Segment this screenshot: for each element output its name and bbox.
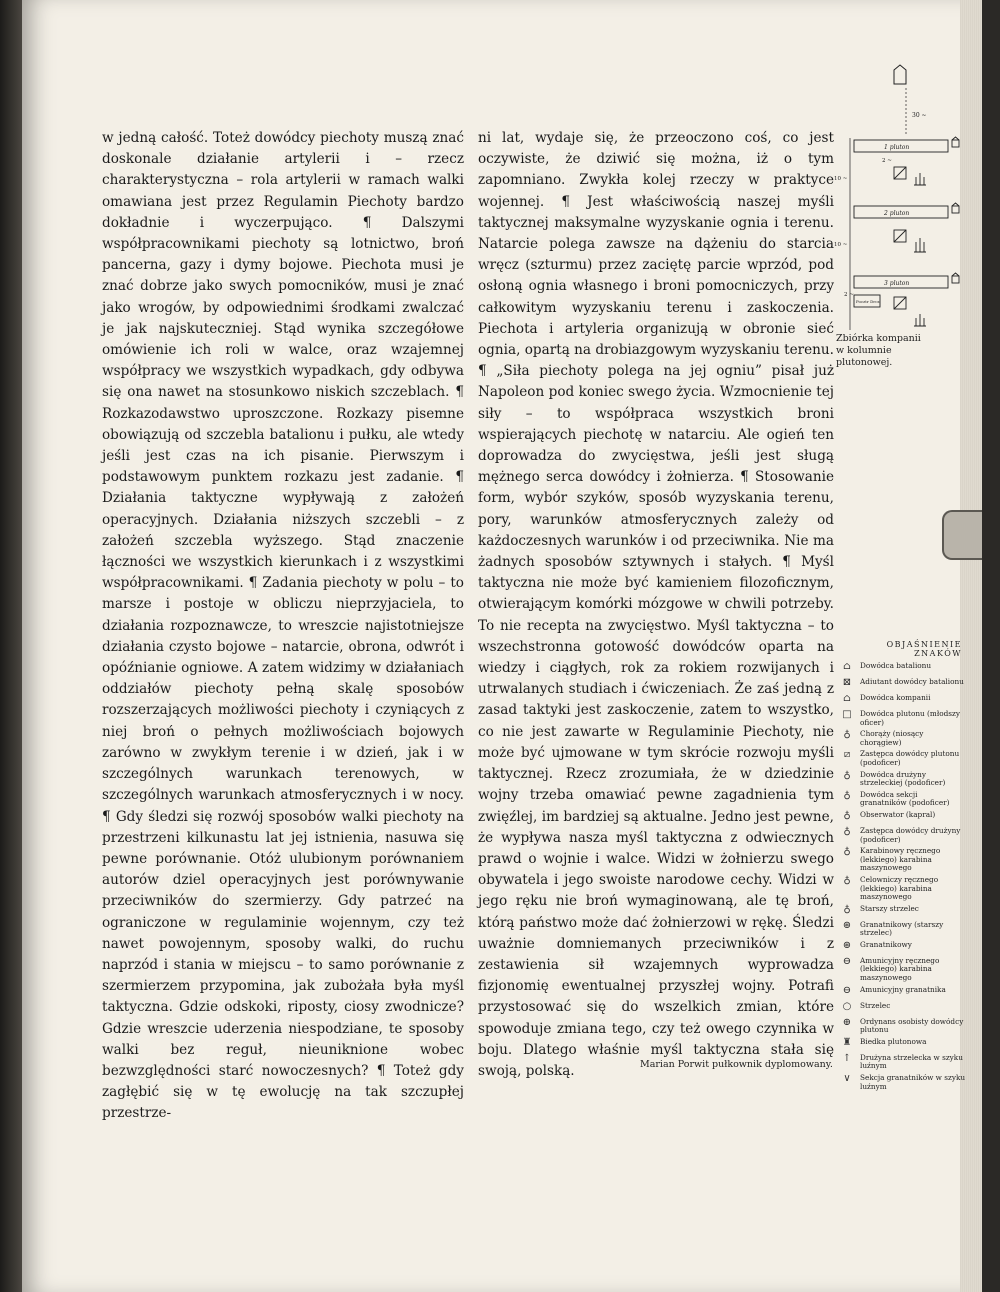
legend-label: Amunicyjny ręcznego (lekkiego) karabina maszynowego [860,955,940,983]
company-formation-diagram [828,60,978,340]
post-box-label: Pocztr Drcz [856,299,880,304]
legend-label: Celowniczy ręcznego (lekkiego) karabina maszynowego [860,874,939,902]
distance-label-4: 10 ~ [834,242,848,248]
deputy-platoon-commander-icon: ⧄ [843,749,851,761]
standard-bearer-icon: ♁ [843,729,851,741]
legend-label: Drużyna strzelecka w szyku luźnym [860,1052,963,1071]
grenade-section-commander-icon: ♁ [843,789,851,801]
legend-item [838,750,966,767]
symbols-legend [838,640,966,1094]
text-column-right [478,128,834,1082]
distance-label-5: 2 ~ [844,292,854,298]
legend-item [838,1074,966,1091]
rifleman-machine-gun-icon: ♁ [843,846,851,858]
deputy-squad-commander-icon: ♁ [843,825,851,837]
legend-label: Dowódca plutonu (młodszy oficer) [860,709,960,727]
legend-label: Karabinowy ręcznego (lekkiego) karabina maszynowego [860,846,941,873]
legend-item [838,921,966,938]
legend-label: Dowódca drużyny strzeleckiej (podoficer) [860,769,946,788]
legend-label: Granatnikowy (starszy strzelec) [860,919,944,938]
legend-item [838,730,966,747]
senior-rifleman-icon: ♁ [843,903,851,915]
page-tab [942,510,982,560]
rifle-squad-commander-icon: ♁ [843,769,851,781]
distance-label-2: 2 ~ [882,158,892,164]
legend-item [838,986,966,999]
distance-label-3: 10 ~ [834,176,848,182]
ammo-bearer-machine-gun-icon: ⊖ [842,955,852,967]
battalion-commander-icon: ⌂ [843,661,851,672]
legend-item [838,662,966,675]
legend-title: OBJAŚNIENIE ZNAKÓW [886,640,962,658]
legend-item [838,905,966,918]
platoon-label-3: 3 pluton [884,280,910,287]
legend-label: Zastępca dowódcy drużyny (podoficer) [860,825,961,844]
battalion-adjutant-icon: ⊠ [842,677,852,688]
legend-item [838,678,966,691]
observer-icon: ♁ [843,809,851,821]
legend-label: Dowódca sekcji granatników (podoficer) [860,789,950,808]
legend-label: Ordynans osobisty dowódcy plutonu [860,1016,964,1035]
text-column-left [102,128,464,1125]
legend-item [838,827,966,844]
diagram-caption: Zbiórka kompanii w kolumnie plutonowej. [836,333,921,368]
orderly-icon: ⊕ [842,1016,852,1028]
senior-grenadier-icon: ⊛ [842,919,852,931]
platoon-train-icon: ♜ [842,1036,852,1048]
legend-label: Zastępca dowódcy plutonu (podoficer) [860,749,960,767]
rifleman-icon: ○ [842,1000,852,1012]
legend-label: Starszy strzelec [860,903,919,913]
legend-item [838,811,966,824]
legend-label: Strzelec [860,1000,891,1010]
legend-list [838,662,966,1091]
legend-item [838,771,966,788]
legend-label: Dowódca batalionu [860,661,932,670]
legend-label: Dowódca kompanii [860,693,931,702]
platoon-commander-icon: □ [842,709,852,720]
legend-item [838,1002,966,1015]
article-column-2: ni lat, wydaje się, że przeoczono coś, co jest oczywiste, że dziwić się można, iż o tym zapomniano. Zwykła kolej rzeczy w praktyce wojennej. ¶ Jest właściwością naszej myśli taktycznej maksymalne wyzyskanie ognia i terenu. Natarcie polega zawsze na dążeniu do starcia wręcz (szturmu) przez zaciętę parcie wprzód, pod osłoną ognia własnego i broni pomocniczych, przy całkowitym wyzyskaniu terenu i zaskoczenia. Piechota i artyleria organizują w obronie sieć ognia, opartą na drobiazgowym wyzyskaniu terenu. ¶ „Siła piechoty polega na jej ogniu” pisał już Napoleon pod koniec swego życia. Wzmocnienie tej siły – to współpraca wszystkich broni wspierających piechotę w natarciu. Ale ogień ten doprowadza do zwycięstwa, jeśli jest sługą mężnego serca dowódcy i żołnierza. ¶ Stosowanie form, wybór szyków, sposób wyzyskania terenu, pory, warunków atmosferycznych zależy od każdoczesnych warunków i od przeciwnika. Nie ma żadnych sposobów sztywnych i stałych. ¶ Myśl taktyczna nie może być kamieniem filozoficznym, otwierającym komórki mózgowe w chwili potrzeby. To nie recepta na zwycięstwo. Myśl taktyczna – to wszechstronna gotowość dowódców oparta na wiedzy i ciągłych, rok za rokiem rozwijanych i utrwalanych studiach i ćwiczeniach. Że zaś jedną z zasad taktyki jest zaskoczenie, zatem to wszystko, co nie jest zawarte w Regulaminie Piechoty, nie może być ujmowane w tym skrócie rozwoju myśli taktycznej. Rzecz zrozumiała, że w dziedzinie wojny trzeba omawiać pewne zagadnienia tym zwięźlej, im bardziej są aktualne. Jedno jest pewne, że wypływa nasza myśl taktyczna z odwiecznych prawd o wojnie i walce. Widzi w żołnierzu swego obywatela i jego swoiste narodowe cechy. Widzi w jego ręku nie broń wymaginowaną, ale tę broń, którą państwo może dać żołnierzowi w rękę. Śledzi uważnie domniemanych przeciwników i z zestawienia sił wzajemnych wyprowadza fizjonomię ewentualnej przyszłej wojny. Potrafi przystosować się do wszelkich zmian, które spowoduje zmiana tego, czy też owego czynnika w boju. Dlatego właśnie myśl taktyczna stała się swoją, polską. [478,130,834,1079]
distance-label-1: 30 ~ [912,112,927,119]
squad-loose-formation-icon: ↑ [842,1052,852,1064]
legend-item [838,1038,966,1051]
grenade-section-loose-icon: ∨ [843,1073,851,1085]
legend-item [838,694,966,707]
gunner-machine-gun-icon: ♁ [843,874,851,886]
legend-label: Adiutant dowódcy batalionu [860,677,964,686]
article-column-1: w jedną całość. Toteż dowódcy piechoty muszą znać doskonale działanie artylerii i – rzecz charakterystyczna – rola artylerii w ramach walki omawiana jest przez Regulamin Piechoty bardzo dokładnie i wyczerpująco. ¶ Dalszymi współpracownikami piechoty są lotnictwo, broń pancerna, gazy i dymy bojowe. Piechota musi je znać dobrze jako swych pomocników, musi je znać jako wrogów, by odpowiednimi środkami zwalczać je jak najskuteczniej. Stąd wynika szczegółowe omówienie ich roli w walce, oraz wzajemnej współpracy we wszystkich wypadkach, gdy odbywa się ona nawet na stosunkowo niskich szczeblach. ¶ Rozkazodawstwo uproszczone. Rozkazy pisemne obowiązują od szczebla batalionu i pułku, ale wtedy jeśli jest czas na ich pisanie. Pierwszym i podstawowym punktem rozkazu jest zadanie. ¶ Działania taktyczne wypływają z założeń operacyjnych. Działania niższych szczebli – z założeń szczebla wyższego. Stąd znaczenie łączności we wszystkich kierunkach i z wszystkimi współpracownikami. ¶ Zadania piechoty w polu – to marsze i postoje w obliczu nieprzyjaciela, to działania rozpoznawcze, to wreszcie najistotniejsze działania czysto bojowe – natarcie, obrona, odwrót i opóźnianie ogniowe. A zatem widzimy w działaniach oddziałów piechoty pełną skalę sposobów rozszerzających możliwości piechoty i czyniących z niej broń o pełnych możliwościach bojowych zarówno w zwykłym terenie i w dzień, jak i w szczególnych warunkach terenowych, w szczególnych warunkach atmosferycznych i w nocy. ¶ Gdy śledzi się rozwój sposobów walki piechoty na przestrzeni kilkunastu lat jej istnienia, nasuwa się pewne porównanie. Otóż ulubionym porównaniem autorów dziel operacyjnych jest porównywanie przeciwników do szermierzy. Gdy patrzeć na ograniczone w regulaminie wojennym, czy też nawet powojennym, sposoby walki, do ruchu naprzód i stania w miejscu – to samo porównanie z szermierzem przypomina, jak zubożała była myśl taktyczna. Gdzie odskoki, riposty, ciosy zwodnicze? Gdzie wreszcie uderzenia niespodziane, te sposoby walki bez reguł, nieuniknione wobec bezwzględności starć nowoczesnych? ¶ Toteż gdy zagłębić się w tę ewolucję na tak szczupłej przestrze- [102,130,464,1122]
legend-item [838,847,966,873]
legend-label: Chorąży (niosący chorągiew) [860,729,924,747]
legend-label: Amunicyjny granatnika [860,984,946,994]
ammo-bearer-grenade-icon: ⊖ [842,984,852,996]
legend-item [838,876,966,902]
platoon-label-2: 2 pluton [884,210,910,217]
legend-item [838,791,966,808]
legend-label: Obserwator (kapral) [860,809,936,819]
legend-label: Granatnikowy [860,939,912,949]
legend-item [838,710,966,727]
platoon-label-1: 1 pluton [884,144,910,151]
company-commander-icon [894,65,906,84]
legend-item [838,941,966,954]
company-commander-icon: ⌂ [843,693,851,704]
legend-label: Biedka plutonowa [860,1036,927,1046]
legend-label: Sekcja granatników w szyku luźnym [860,1073,966,1091]
legend-item [838,957,966,983]
legend-item [838,1054,966,1071]
grenadier-icon: ⊛ [842,939,852,951]
legend-item [838,1018,966,1035]
author-signature: Marian Porwit pułkownik dyplomowany. [640,1059,833,1070]
